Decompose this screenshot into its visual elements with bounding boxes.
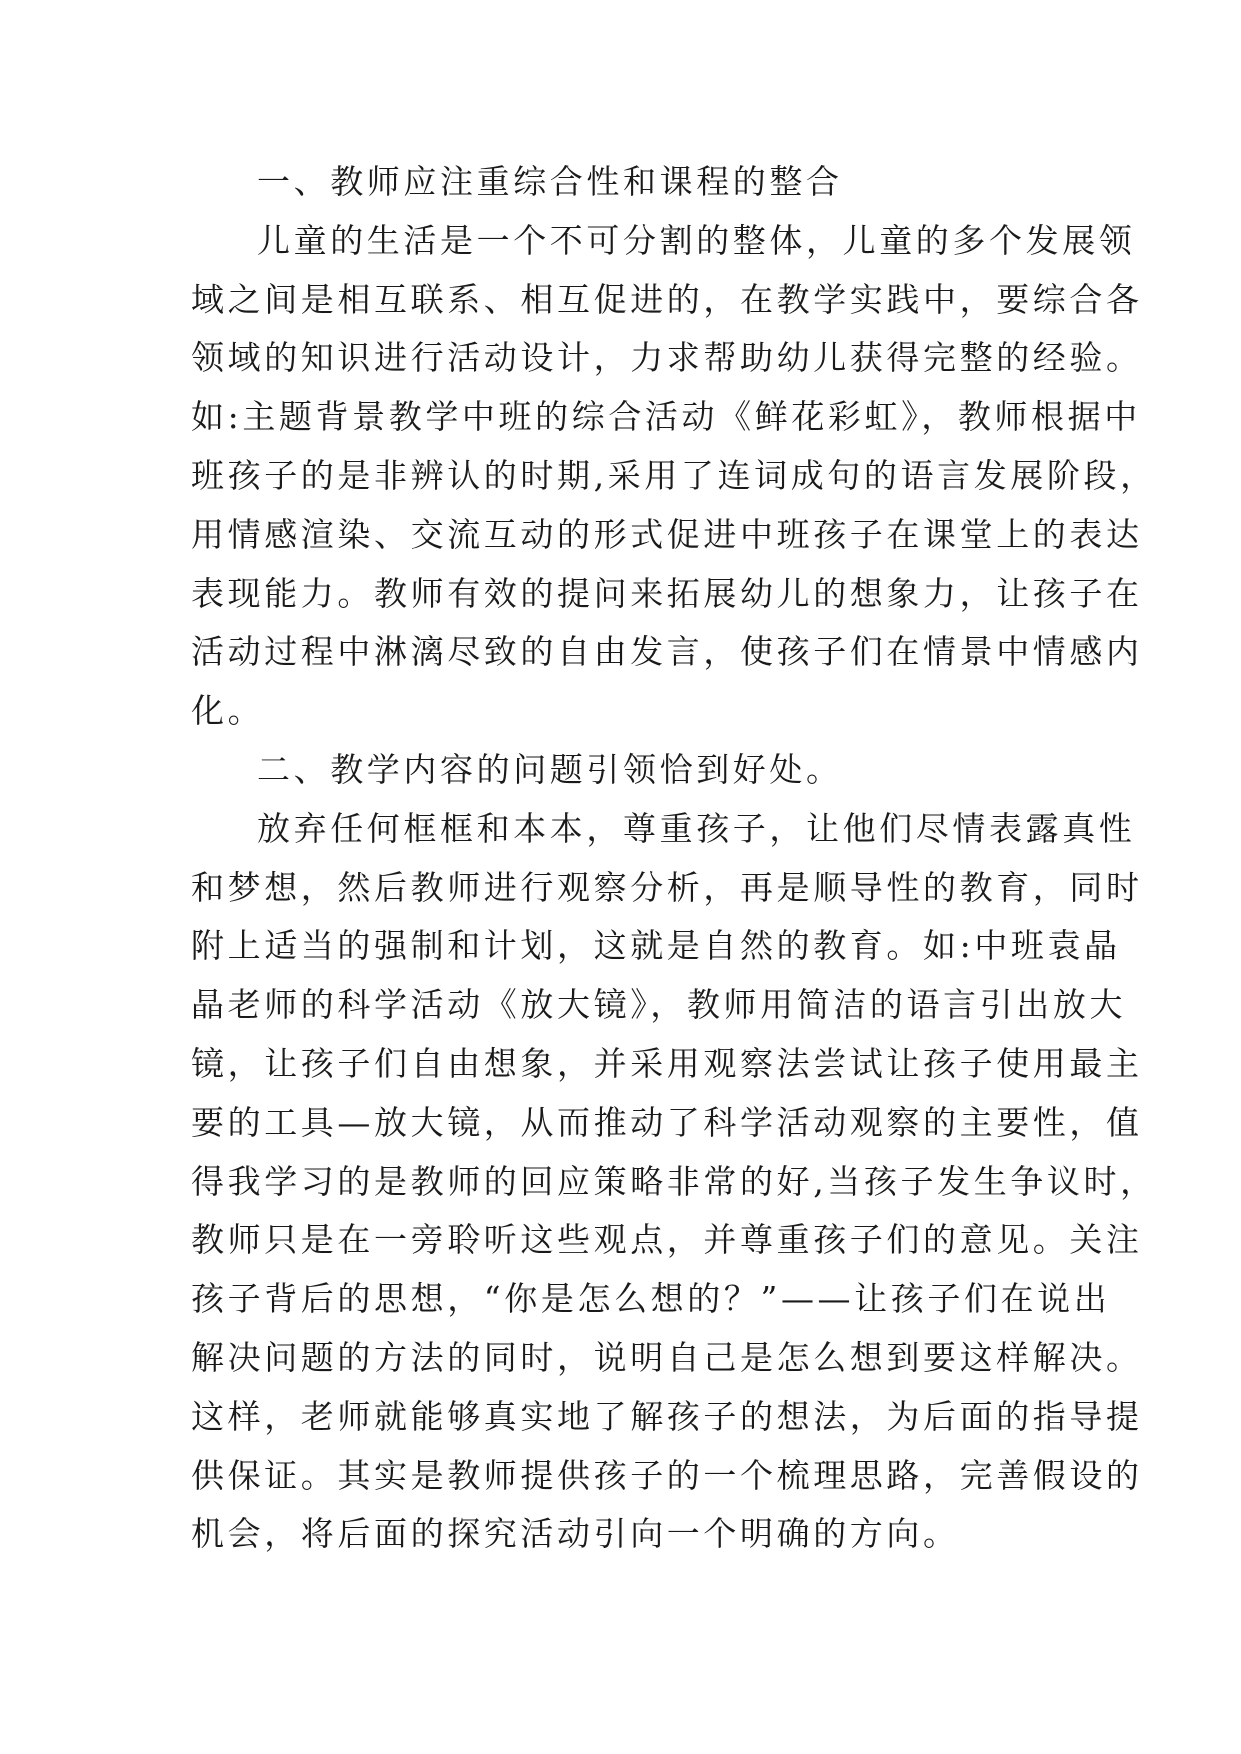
paragraph-line: 机会，将后面的探究活动引向一个明确的方向。: [191, 1514, 960, 1554]
paragraph-line: 领域的知识进行活动设计，力求帮助幼儿获得完整的经验。: [191, 338, 1143, 378]
paragraph-line: 这样，老师就能够真实地了解孩子的想法，为后面的指导提: [191, 1396, 1143, 1436]
paragraph-line: 供保证。其实是教师提供孩子的一个梳理思路，完善假设的: [191, 1455, 1143, 1495]
paragraph-line: 域之间是相互联系、相互促进的，在教学实践中，要综合各: [191, 279, 1143, 319]
paragraph-line: 放弃任何框框和本本，尊重孩子，让他们尽情表露真性: [257, 808, 1136, 848]
section-paragraph-1: [191, 212, 1157, 741]
paragraph-line: 如:主题背景教学中班的综合活动《鲜花彩虹》，教师根据中: [191, 397, 1141, 437]
paragraph-line: 要的工具—放大镜，从而推动了科学活动观察的主要性，值: [191, 1102, 1143, 1142]
section-paragraph-2: [191, 800, 1157, 1564]
paragraph-line: 得我学习的是教师的回应策略非常的好,当孩子发生争议时，: [191, 1161, 1157, 1201]
section-heading-2: 二、教学内容的问题引领恰到好处。: [257, 749, 843, 789]
paragraph-line: 解决问题的方法的同时，说明自己是怎么想到要这样解决。: [191, 1337, 1143, 1377]
paragraph-line: 孩子背后的思想，“你是怎么想的？”——让孩子们在说出: [191, 1279, 1111, 1319]
paragraph-line: 化。: [191, 691, 265, 731]
document-body: [191, 153, 1157, 1564]
paragraph-line: 班孩子的是非辨认的时期,采用了连词成句的语言发展阶段，: [191, 455, 1157, 495]
paragraph-line: 表现能力。教师有效的提问来拓展幼儿的想象力，让孩子在: [191, 573, 1143, 613]
section-heading-1: 一、教师应注重综合性和课程的整合: [257, 162, 843, 201]
paragraph-line: 用情感渲染、交流互动的形式促进中班孩子在课堂上的表达: [191, 514, 1143, 554]
paragraph-line: 儿童的生活是一个不可分割的整体，儿童的多个发展领: [257, 220, 1136, 260]
paragraph-line: 晶老师的科学活动《放大镜》，教师用简洁的语言引出放大: [191, 985, 1127, 1025]
paragraph-line: 镜，让孩子们自由想象，并采用观察法尝试让孩子使用最主: [191, 1043, 1143, 1083]
paragraph-line: 和梦想，然后教师进行观察分析，再是顺导性的教育，同时: [191, 867, 1143, 907]
paragraph-line: 附上适当的强制和计划，这就是自然的教育。如:中班袁晶: [191, 926, 1121, 966]
paragraph-line: 活动过程中淋漓尽致的自由发言，使孩子们在情景中情感内: [191, 632, 1143, 672]
paragraph-line: 教师只是在一旁聆听这些观点，并尊重孩子们的意见。关注: [191, 1220, 1143, 1260]
